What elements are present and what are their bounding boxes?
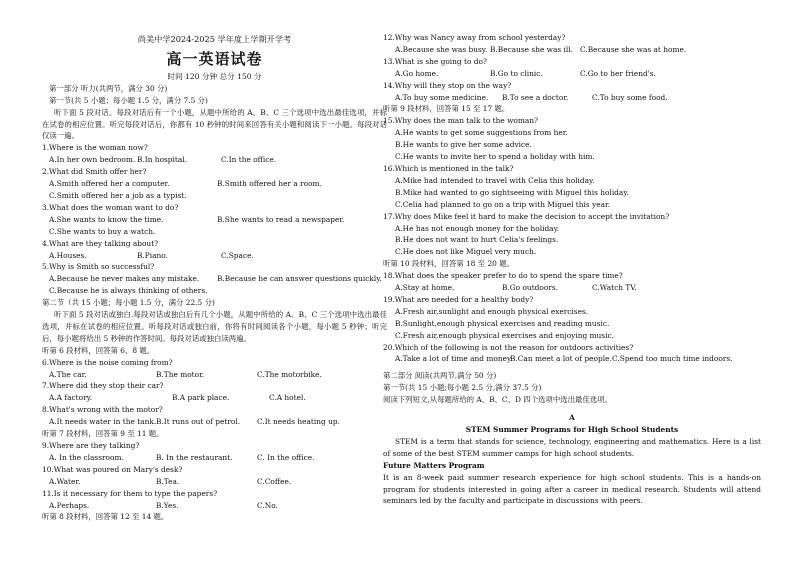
exam-info: 时间 120 分钟 总分 150 分 bbox=[167, 71, 262, 81]
option-a: A.The car. bbox=[49, 369, 87, 379]
option-b: B.Sunlight,enough physical exercises and reading music. bbox=[395, 318, 610, 328]
option-b: B.Piano. bbox=[137, 250, 168, 260]
q4-options bbox=[42, 250, 387, 262]
option-b: B.A park place. bbox=[172, 393, 230, 403]
option-c: C.To buy some food. bbox=[592, 92, 668, 102]
option-c: C.A hotel. bbox=[269, 393, 306, 403]
option-c: C.Coffee. bbox=[257, 476, 292, 486]
question-9: 9.Where are they talking? bbox=[42, 441, 140, 450]
option-c: C.Go to her friend's. bbox=[580, 68, 656, 78]
option-a: A.Take a lot of time and money. bbox=[395, 354, 513, 364]
option-c: C.Watch TV. bbox=[592, 283, 637, 293]
option-b: B.Because she was ill. bbox=[490, 44, 573, 54]
material-8-heading: 听第 8 段材料，回答第 12 至 14 题。 bbox=[42, 512, 169, 522]
question-8: 8.What's wrong with the motor? bbox=[42, 405, 163, 415]
option-c: C.No. bbox=[257, 500, 278, 510]
option-a: A. In the classroom. bbox=[49, 452, 124, 462]
option-a: A.A factory. bbox=[49, 393, 93, 403]
q5-options bbox=[42, 273, 387, 285]
reading-section1-heading: 第一节(共 15 小题;每小题 2.5 分,满分 37.5 分) bbox=[383, 383, 542, 393]
question-16: 16.Which is mentioned in the talk? bbox=[383, 163, 514, 173]
page-title: 高一英语试卷 bbox=[166, 49, 263, 68]
option-a: A.He wants to get some suggestions from her. bbox=[395, 128, 568, 138]
option-a: A.To buy some medicine. bbox=[395, 92, 489, 102]
material-6-heading: 听第 6 段材料，回答第 6、8 题。 bbox=[42, 345, 155, 355]
option-a: A.Houses. bbox=[49, 250, 87, 260]
option-b: B.Because he can answer questions quickly. bbox=[217, 274, 382, 284]
option-c: C.In the office. bbox=[221, 155, 277, 165]
question-7: 7.Where did they stop their car? bbox=[42, 381, 164, 391]
q2-options bbox=[42, 178, 387, 190]
question-15: 15.Why does the man talk to the woman? bbox=[383, 116, 539, 126]
q13-options bbox=[383, 68, 761, 80]
option-b: B. In the restaurant. bbox=[156, 452, 233, 462]
option-c: C. In the office. bbox=[257, 452, 315, 462]
question-10: 10.What was poured on Mary's desk? bbox=[42, 464, 183, 474]
question-5: 5.Why is Smith so successful? bbox=[42, 262, 155, 272]
option-b: B.It runs out of petrol. bbox=[156, 417, 241, 427]
q9-options bbox=[42, 452, 387, 464]
option-c: C.He wants to invite her to spend a holiday with him. bbox=[395, 152, 595, 162]
option-b: B.Yes. bbox=[156, 500, 179, 510]
option-a: A.In her own bedroom. bbox=[49, 155, 136, 165]
question-17: 17.Why does Mike feel it hard to make the decision to accept the invitation? bbox=[383, 211, 670, 221]
passage-paragraph-2: It is an 8-week paid summer research experience for high school students. This is a hands-on program for students interested in going after a career in medical research. Students will attend seminars led by the faculty and participate in discussions with peers. bbox=[383, 472, 761, 506]
option-c: C.Smith offered her a job as a typist. bbox=[49, 190, 187, 200]
question-3: 3.What does the woman want to do? bbox=[42, 202, 179, 212]
q11-options bbox=[42, 500, 387, 512]
option-a: A.Because he never makes any mistake. bbox=[49, 274, 200, 284]
option-b: B.She wants to read a newspaper. bbox=[217, 214, 345, 224]
option-b: B.To see a doctor. bbox=[502, 92, 569, 102]
option-c: C.Space. bbox=[221, 250, 254, 260]
question-18: 18.What does the speaker prefer to do to spend the spare time? bbox=[383, 271, 623, 281]
option-c: C.Spend too much time indoors. bbox=[612, 354, 733, 364]
part2-heading: 第二部分 阅读(共两节,满分 50 分) bbox=[383, 371, 497, 381]
q12-options bbox=[383, 44, 761, 56]
q18-options bbox=[383, 282, 761, 294]
q14-options bbox=[383, 92, 761, 104]
option-b: B.Can meet a lot of people. bbox=[510, 354, 612, 364]
question-13: 13.What is she going to do? bbox=[383, 56, 487, 66]
option-a: A.She wants to know the time. bbox=[49, 214, 164, 224]
reading-instructions: 阅读下列短文,从每题所给的 A、B、C、D 四个选项中选出最佳选项。 bbox=[383, 395, 612, 405]
left-column bbox=[42, 24, 387, 523]
option-c: C.She wants to buy a watch. bbox=[49, 226, 156, 236]
right-column bbox=[383, 32, 761, 507]
passage-title: STEM Summer Programs for High School Students bbox=[465, 425, 679, 434]
material-7-heading: 听第 7 段材料，回答第 9 至 11 题。 bbox=[42, 429, 164, 439]
option-c: C.The motorbike. bbox=[257, 369, 322, 379]
program-subheading: Future Matters Program bbox=[383, 460, 485, 470]
question-1: 1.Where is the woman now? bbox=[42, 143, 148, 153]
question-14: 14.Why will they stop on the way? bbox=[383, 80, 512, 90]
option-a: A.It needs water in the tank. bbox=[49, 417, 157, 427]
option-a: A.Fresh air,sunlight and enough physical exercises. bbox=[395, 306, 589, 316]
q8-options bbox=[42, 416, 387, 428]
option-a: A.Because she was busy. bbox=[395, 44, 488, 54]
q1-options bbox=[42, 154, 387, 166]
option-a: A.Go home. bbox=[395, 68, 439, 78]
option-a: A.Water. bbox=[49, 476, 81, 486]
part1-heading: 第一部分 听力(共两节，满分 30 分) bbox=[49, 83, 168, 93]
section1-heading: 第一节(共 5 小题；每小题 1.5 分，满分 7.5 分) bbox=[49, 95, 208, 105]
option-c: C.Celia had planned to go on a trip with Miguel this year. bbox=[395, 199, 611, 209]
question-4: 4.What are they talking about? bbox=[42, 238, 159, 248]
option-a: A.Smith offered her a computer. bbox=[49, 179, 170, 189]
option-c: C.Because he is always thinking of others. bbox=[49, 286, 208, 296]
option-b: B.Smith offered her a room. bbox=[217, 179, 322, 189]
school-header: 尚美中学2024-2025 学年度上学期开学考 bbox=[137, 34, 292, 44]
q3-options bbox=[42, 214, 387, 226]
option-c: C.He does not like Miguel very much. bbox=[395, 247, 537, 257]
q10-options bbox=[42, 476, 387, 488]
option-a: A.Mike had intended to travel with Celia this holiday. bbox=[395, 175, 595, 185]
question-6: 6.Where is the noise coming from? bbox=[42, 357, 173, 367]
q20-options bbox=[383, 353, 761, 365]
question-11: 11.Is it necessary for them to type the papers? bbox=[42, 488, 218, 498]
section2-instructions: 听下面 5 段对话或独白.每段对话或独白后有几个小题，从题中所给的 A、B、C 三个选项中选出最佳选项，并标在试卷的相应位置。听每段对话或独白前，你将有时间阅读各个小题，每小题 5 秒钟；听完后，每小题将给出 5 秒钟的作答时间。每段对话或独白读两遍。 bbox=[42, 310, 387, 343]
option-b: B.Tea. bbox=[156, 476, 180, 486]
option-c: C.Fresh air,enough physical exercises and enjoying music. bbox=[395, 330, 614, 340]
option-a: A.He has not enough money for the holiday. bbox=[395, 223, 560, 233]
section2-heading: 第二节（共 15 小题；每小题 1.5 分，满分 22.5 分) bbox=[42, 298, 215, 308]
q7-options bbox=[42, 392, 387, 404]
question-12: 12.Why was Nancy away from school yesterday? bbox=[383, 33, 566, 42]
option-a: A.Perhaps. bbox=[49, 500, 90, 510]
option-b: B.In hospital. bbox=[137, 155, 187, 165]
option-b: B.He does not want to hurt Celia's feelings. bbox=[395, 235, 559, 245]
question-20: 20.Which of the following is not the reason for outdoors activities? bbox=[383, 342, 634, 352]
option-c: C.It needs heating up. bbox=[257, 417, 340, 427]
q6-options bbox=[42, 369, 387, 381]
question-19: 19.What are needed for a healthy body? bbox=[383, 294, 534, 304]
option-b: B.Go to clinic. bbox=[490, 68, 543, 78]
option-b: B.The motor. bbox=[156, 369, 205, 379]
option-b: B.He wants to give her some advice. bbox=[395, 140, 532, 150]
option-c: C.Because she was at home. bbox=[580, 44, 687, 54]
question-2: 2.What did Smith offer her? bbox=[42, 167, 147, 177]
section1-instructions: 听下面 5 段对话。每段对话后有一个小题，从题中所给的 A、B、C 三个选项中选出最佳选项，并标在试卷的相应位置。听完每段对话后，你都有 10 秒钟的时间来回答有关小题和阅读下一小题。每段对话仅读一遍。 bbox=[42, 107, 387, 141]
option-b: B.Go outdoors. bbox=[502, 283, 558, 293]
passage-letter: A bbox=[569, 413, 575, 423]
material-10-heading: 听第 10 段材料，回答第 18 至 20 题。 bbox=[383, 259, 514, 269]
option-a: A.Stay at home. bbox=[395, 283, 455, 293]
option-b: B.Mike had wanted to go sightseeing with Miguel this holiday. bbox=[395, 187, 629, 197]
passage-paragraph-1: STEM is a term that stands for science, technology, engineering and mathematics. Here is a list of some of the best STEM summer camps for high school students. bbox=[383, 436, 761, 458]
material-9-heading: 听第 9 段材料，回答第 15 至 17 题。 bbox=[383, 104, 510, 114]
